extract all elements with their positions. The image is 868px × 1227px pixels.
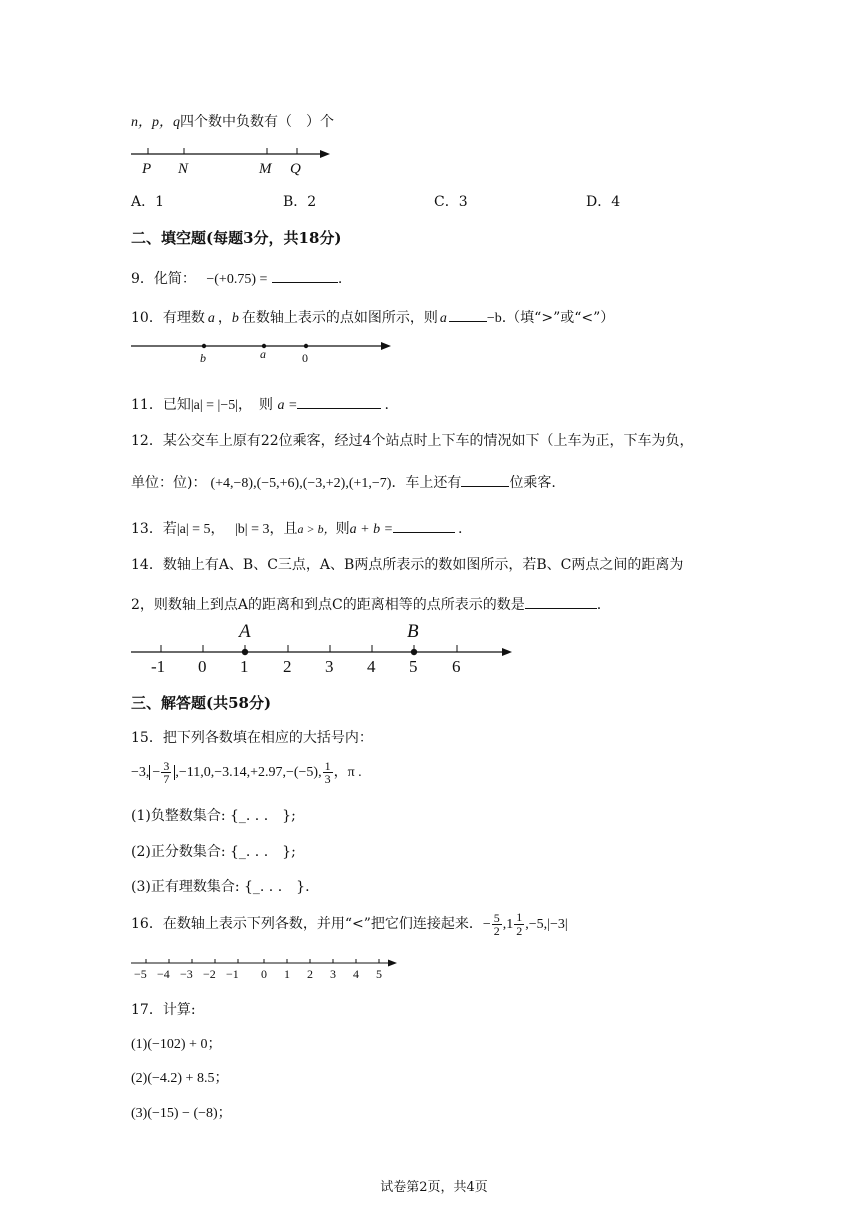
q8-option-d: D．4 — [586, 194, 621, 210]
q10-prefix: 10．有理数 — [131, 310, 205, 326]
q12-line2-prefix: 单位：位)： — [131, 475, 207, 491]
q11-prefix: 11．已知 — [131, 397, 191, 413]
q15-item-2: (2)正分数集合: {_. . . }; — [131, 844, 296, 860]
q13-prefix: 13．若 — [131, 521, 177, 537]
q13-then: 则 — [335, 521, 350, 537]
q13-suffix: . — [458, 521, 463, 537]
q15-nums-post: ，π . — [333, 765, 362, 780]
q8-label-m: M — [259, 161, 272, 177]
q15-item-3: (3)正有理数集合: {_. . . }. — [131, 879, 310, 895]
q16-rest: ,−5,|−3| — [525, 917, 568, 932]
q10-label-0: 0 — [302, 351, 308, 365]
q13-cond: a > b， — [297, 522, 336, 536]
q14-suffix: . — [596, 597, 602, 613]
q9-expr: −(+0.75) = — [206, 272, 268, 287]
q10-sep: ， — [217, 310, 232, 326]
q16-tick-m3: −3 — [180, 967, 193, 981]
q15-frac2-den: 3 — [324, 772, 331, 787]
q16-tick-m4: −4 — [157, 967, 170, 981]
q14-tick-1: 1 — [240, 657, 249, 676]
q10-var-a: a — [207, 311, 215, 326]
q12-pairs: (+4,−8),(−5,+6),(−3,+2),(+1,−7) — [210, 476, 392, 491]
q8-stem-text: 四个数中负数有（ ）个 — [180, 114, 334, 130]
q16-tick-4: 4 — [353, 967, 359, 981]
q9-suffix: . — [337, 271, 343, 287]
q10-expr: −b — [486, 311, 502, 326]
q16-n1-sign: − — [482, 917, 491, 932]
q15-frac2-num: 1 — [324, 758, 331, 773]
q16-text-main: 16．在数轴上表示下列各数，并用“<”把它们连接起来． — [131, 916, 483, 932]
q16-tick-5: 5 — [376, 967, 382, 981]
q14-tick-6: 6 — [452, 657, 461, 676]
q12-suffix2: 位乘客. — [509, 475, 556, 491]
q8-label-p: P — [142, 161, 152, 177]
q16-tick-m1: −1 — [226, 967, 239, 981]
q10-suffix: .（填“>”或“<”） — [501, 310, 615, 326]
q15-frac-sign: − — [152, 765, 161, 780]
section3-heading: 三、解答题(共58分) — [131, 694, 272, 712]
page-footer: 试卷第2页，共4页 — [380, 1180, 488, 1195]
q12-line1: 12．某公交车上原有22位乘客，经过4个站点时上下车的情况如下（上车为正，下车为负， — [131, 433, 694, 449]
q10-var-b: b — [231, 311, 239, 326]
q15-frac-num: 3 — [163, 758, 170, 773]
q16-tick-1: 1 — [284, 967, 290, 981]
q14-label-b: B — [407, 621, 419, 642]
q15-nums-pre: −3, — [131, 765, 150, 780]
q15-nums-mid: ,−11,0,−3.14,+2.97,−(−5), — [175, 765, 322, 780]
q8-label-n: N — [178, 161, 189, 177]
q16-n2-num: 1 — [516, 909, 523, 924]
q8-label-q: Q — [290, 161, 301, 177]
q11-var: a = — [277, 398, 298, 413]
q10-var-a2: a — [439, 311, 447, 326]
q11-suffix: . — [384, 397, 389, 413]
q16-n1-num: 5 — [493, 910, 500, 925]
q11-expr: |a| = |−5|， 则 — [190, 398, 274, 413]
q17-title: 17．计算: — [131, 1002, 196, 1018]
q16-n2-den: 2 — [516, 923, 523, 938]
q16-n2-whole: ,1 — [502, 917, 514, 932]
section2-heading: 二、填空题(每题3分，共18分) — [131, 229, 342, 247]
q16-n1-den: 2 — [493, 924, 500, 939]
q17-item-3: (3)(−15) − (−8)； — [131, 1106, 232, 1121]
q14-line2-text: 2，则数轴上到点A的距离和到点C的距离相等的点所表示的数是 — [131, 597, 525, 613]
q14-label-a: A — [239, 621, 251, 642]
q14-tick-m1: -1 — [151, 657, 166, 676]
q12-suffix1: ．车上还有 — [391, 475, 462, 491]
q17-item-2: (2)(−4.2) + 8.5； — [131, 1071, 229, 1086]
q13-expr: a + b = — [349, 522, 394, 537]
q8-option-b: B．2 — [283, 194, 317, 210]
q14-tick-3: 3 — [325, 657, 334, 676]
q17-item-1: (1)(−102) + 0； — [131, 1037, 222, 1052]
q10-label-a: a — [260, 347, 266, 361]
q14-tick-2: 2 — [283, 657, 292, 676]
q8-vars: n，p，q — [131, 115, 180, 130]
q16-tick-m5: −5 — [134, 967, 147, 981]
q15-title: 15．把下列各数填在相应的大括号内： — [131, 730, 373, 746]
q13-e1: |a| = 5， — [176, 522, 225, 537]
q8-option-a: A．1 — [131, 194, 165, 210]
q13-e2: |b| = 3， — [235, 522, 284, 537]
q8-option-c: C．3 — [434, 194, 468, 210]
q10-label-b: b — [200, 351, 206, 365]
q16-tick-m2: −2 — [203, 967, 216, 981]
q14-tick-0: 0 — [198, 657, 207, 676]
q16-tick-2: 2 — [307, 967, 313, 981]
q16-tick-0: 0 — [261, 967, 267, 981]
q15-frac-den: 7 — [163, 772, 170, 787]
q15-item-1: (1)负整数集合: {_. . . }; — [131, 808, 296, 824]
q13-mid: 且 — [283, 521, 298, 537]
q14-tick-4: 4 — [367, 657, 376, 676]
q10-middle: 在数轴上表示的点如图所示，则 — [241, 310, 438, 326]
q16-tick-3: 3 — [330, 967, 336, 981]
q14-tick-5: 5 — [409, 657, 418, 676]
q14-line1: 14．数轴上有A、B、C三点，A、B两点所表示的数如图所示，若B、C两点之间的距离为 — [131, 557, 684, 573]
q9-prefix: 9．化简： — [131, 271, 196, 287]
